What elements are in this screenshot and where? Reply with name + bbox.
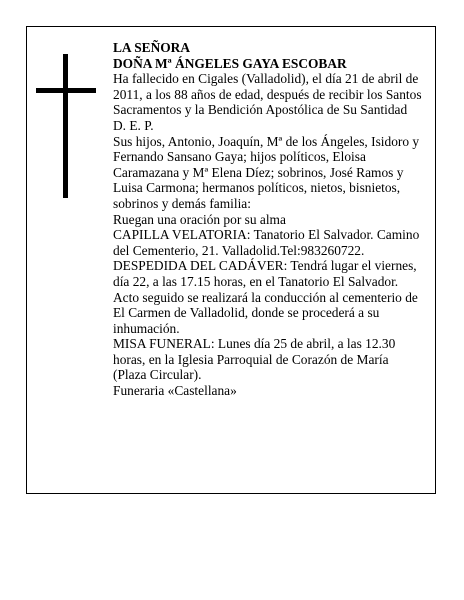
deceased-name: DOÑA Mª ÁNGELES GAYA ESCOBAR [113,55,347,71]
notice-title: LA SEÑORA [113,40,191,55]
chapel-info: CAPILLA VELATORIA: Tanatorio El Salvador. Camino del Cementerio, 21. Valladolid.Tel:983260722. [113,227,420,258]
prayer-request: Ruegan una oración por su alma [113,211,286,227]
cross-vertical-bar [63,54,68,198]
farewell-info: DESPEDIDA DEL CADÁVER: Tendrá lugar el viernes, día 22, a las 17.15 horas, en el Tanatorio El Salvador. Acto seguido se realizará la conducción al cementerio de El Carmen de Valladolid, donde se procederá a su inhumación. [113,258,418,336]
cross-horizontal-bar [36,88,96,93]
cross-icon [36,54,96,198]
funeral-home: Funeraria «Castellana» [113,383,237,399]
death-announcement: Ha fallecido en Cigales (Valladolid), el día 21 de abril de 2011, a los 88 años de edad, después de recibir los Santos Sacramentos y la Bendición Apostólica de Su Santidad [113,71,422,118]
obituary-text [113,40,425,399]
rip-line: D. E. P. [113,117,154,133]
family-list: Sus hijos, Antonio, Joaquín, Mª de los Ángeles, Isidoro y Fernando Sansano Gaya; hijos políticos, Eloisa Caramazana y Mª Elena Díez; sobrinos, José Ramos y Luisa Carmona; hermanos políticos, nietos, bisnietos, sobrinos y demás familia: [113,133,420,211]
mass-info: MISA FUNERAL: Lunes día 25 de abril, a las 12.30 horas, en la Iglesia Parroquial de Corazón de María (Plaza Circular). [113,336,396,383]
